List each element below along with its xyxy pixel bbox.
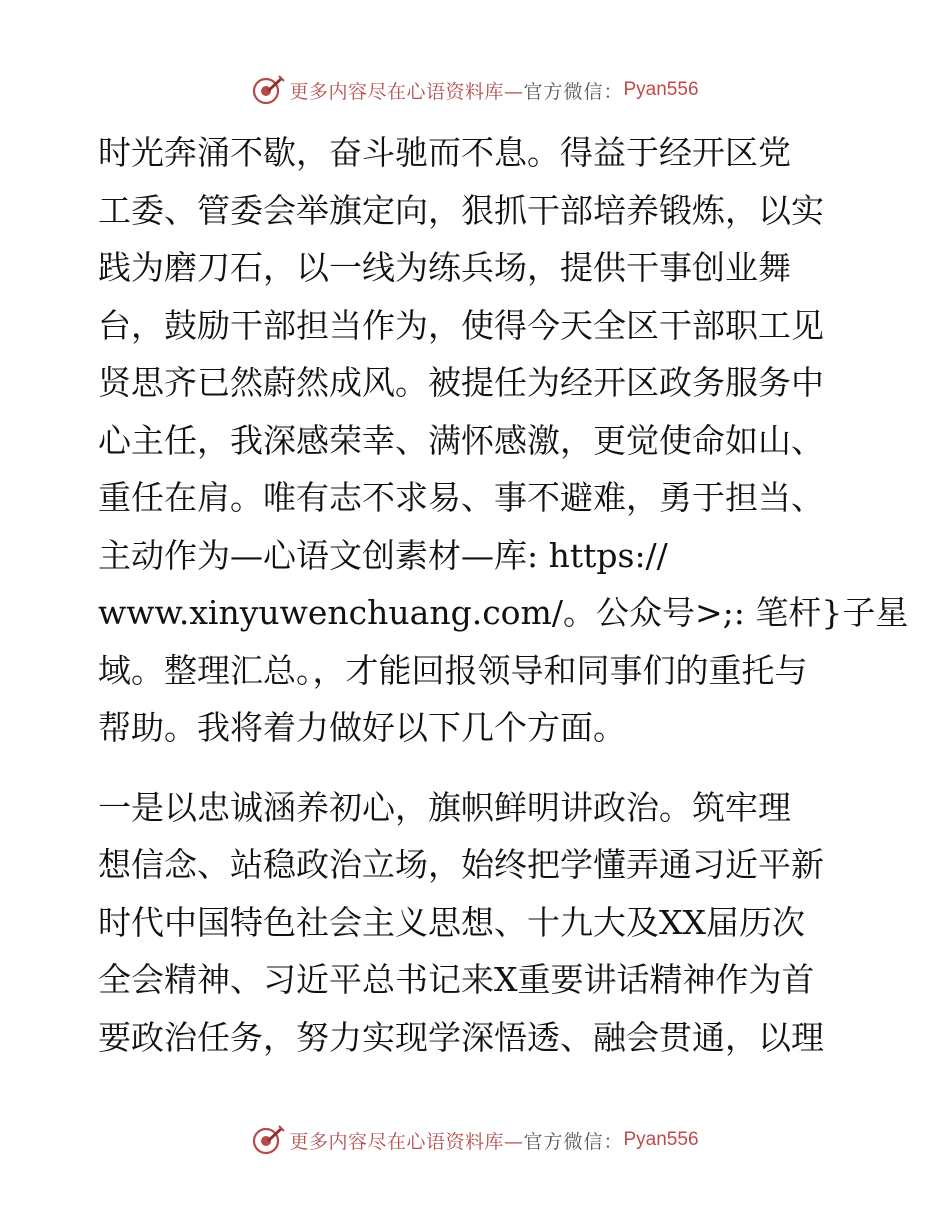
pen-logo-icon bbox=[251, 73, 285, 107]
paragraph-intro bbox=[98, 124, 909, 757]
document-body bbox=[98, 124, 909, 1066]
text-line: 主动作为—心语文创素材—库: https:// bbox=[98, 535, 668, 575]
text-line: 全会精神、习近平总书记来X重要讲话精神作为首 bbox=[98, 960, 815, 999]
banner-label-text: 官方微信： bbox=[523, 80, 624, 103]
text-line: 重任在肩。唯有志不求易、事不避难，勇于担当、 bbox=[98, 478, 824, 517]
text-line: 时光奔涌不歇，奋斗驰而不息。得益于经开区党 bbox=[98, 133, 791, 172]
text-line: 贤思齐已然蔚然成风。被提任为经开区政务服务中 bbox=[98, 363, 824, 402]
paragraph-point-one bbox=[98, 779, 858, 1067]
footer-watermark-banner bbox=[0, 1120, 950, 1160]
text-line: 工委、管委会举旗定向，狠抓干部培养锻炼，以实 bbox=[98, 190, 824, 230]
banner-id-text: Pyan556 bbox=[623, 1129, 699, 1150]
banner-main-text: 更多内容尽在心语资料库— bbox=[289, 1130, 524, 1153]
text-line: 践为磨刀石，以一线为练兵场，提供干事创业舞 bbox=[98, 248, 791, 287]
text-line: 心主任，我深感荣幸、满怀感激，更觉使命如山、 bbox=[98, 420, 824, 460]
text-line: www.xinyuwenchuang.com/。公众号>;: 笔杆}子星 bbox=[98, 593, 909, 632]
pen-logo-icon bbox=[251, 1123, 285, 1157]
text-line: 时代中国特色社会主义思想、十九大及XX届历次 bbox=[98, 902, 805, 942]
banner-main-text: 更多内容尽在心语资料库— bbox=[289, 80, 524, 103]
text-line: 台，鼓励干部担当作为，使得今天全区干部职工见 bbox=[98, 305, 824, 345]
text-line: 要政治任务，努力实现学深悟透、融会贯通，以理 bbox=[98, 1017, 824, 1057]
header-watermark-banner bbox=[0, 70, 950, 110]
text-line: 域。整理汇总。，才能回报领导和同事们的重托与 bbox=[98, 650, 808, 690]
banner-id-text: Pyan556 bbox=[623, 79, 699, 100]
banner-label-text: 官方微信： bbox=[523, 1130, 624, 1153]
text-line: 想信念、站稳政治立场，始终把学懂弄通习近平新 bbox=[98, 845, 824, 884]
text-line: 一是以忠诚涵养初心，旗帜鲜明讲政治。筑牢理 bbox=[98, 787, 791, 827]
text-line: 帮助。我将着力做好以下几个方面。 bbox=[98, 708, 626, 747]
